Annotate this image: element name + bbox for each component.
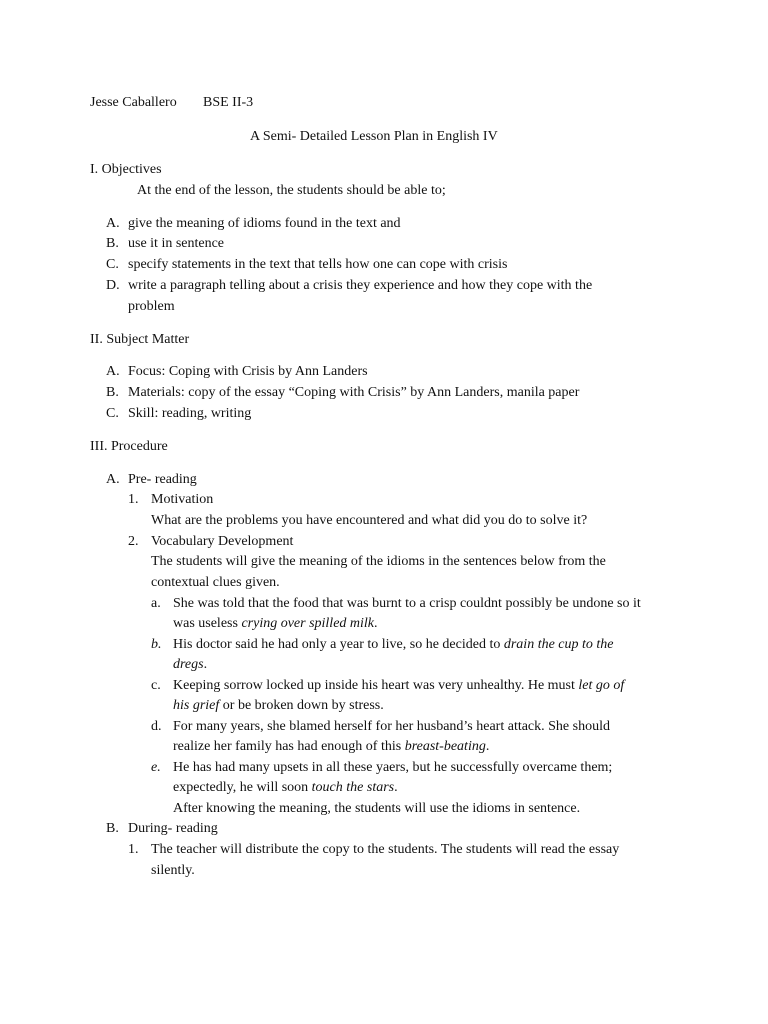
list-marker: B.	[106, 385, 119, 400]
list-marker: d.	[151, 719, 162, 734]
sentence-text: His doctor said he had only a year to live, so he decided to	[173, 637, 504, 652]
list-item-continuation: problem	[128, 299, 175, 314]
sentence-text	[173, 636, 614, 654]
list-marker: B.	[106, 236, 119, 251]
sentence-text: .	[485, 739, 490, 754]
list-marker: B.	[106, 821, 119, 836]
subject-matter-heading: II. Subject Matter	[90, 332, 190, 347]
during-reading-label: During- reading	[128, 821, 218, 836]
motivation-label: Motivation	[151, 492, 214, 507]
sentence-text: She was told that the food that was burnt to a crisp couldnt possibly be undone so it	[173, 596, 641, 611]
pre-reading-label: Pre- reading	[128, 472, 197, 487]
list-marker: 1.	[128, 842, 139, 857]
class-section: BSE II-3	[203, 95, 254, 110]
list-item: give the meaning of idioms found in the text and	[128, 216, 401, 231]
sentence-text	[173, 615, 378, 633]
list-marker: A.	[106, 472, 120, 487]
idiom-text: crying over spilled milk	[241, 616, 375, 631]
sentence-text: He has had many upsets in all these yaers, but he successfully overcame them;	[173, 760, 613, 775]
sentence-text: .	[374, 616, 378, 631]
sentence-text: Keeping sorrow locked up inside his heart was very unhealthy. He must	[173, 678, 579, 693]
sentence-text	[173, 697, 384, 715]
list-marker: A.	[106, 216, 120, 231]
objectives-intro: At the end of the lesson, the students should be able to;	[137, 183, 446, 198]
objectives-heading: I. Objectives	[90, 162, 162, 177]
document-title: A Semi- Detailed Lesson Plan in English IV	[250, 129, 498, 144]
sentence-text: was useless	[173, 616, 242, 631]
sentence-text: or be broken down by stress.	[219, 698, 384, 713]
list-item: Skill: reading, writing	[128, 406, 252, 421]
idiom-text: let go of	[578, 678, 625, 693]
idiom-text: drain the cup to the	[503, 637, 614, 652]
motivation-text: What are the problems you have encountered and what did you do to solve it?	[151, 513, 588, 528]
list-item: Focus: Coping with Crisis by Ann Landers	[128, 364, 368, 379]
idiom-text: breast-beating	[404, 739, 486, 754]
list-marker: C.	[106, 257, 119, 272]
sentence-text	[173, 677, 624, 695]
list-marker: a.	[151, 596, 161, 611]
during-reading-text: silently.	[151, 863, 195, 878]
vocabulary-text: The students will give the meaning of the idioms in the sentences below from the	[151, 554, 606, 569]
list-marker: 1.	[128, 492, 139, 507]
vocabulary-text: contextual clues given.	[151, 575, 280, 590]
list-marker: D.	[106, 278, 120, 293]
list-marker: 2.	[128, 534, 139, 549]
sentence-text	[173, 738, 489, 756]
list-item: write a paragraph telling about a crisis they experience and how they cope with the	[128, 278, 593, 293]
sentence-text: For many years, she blamed herself for her husband’s heart attack. She should	[173, 719, 610, 734]
vocabulary-followup: After knowing the meaning, the students will use the idioms in sentence.	[173, 801, 581, 816]
list-marker: C.	[106, 406, 119, 421]
sentence-text: expectedly, he will soon	[173, 780, 312, 795]
sentence-text	[173, 779, 398, 797]
sentence-text: .	[394, 780, 398, 795]
sentence-text: .	[203, 657, 208, 672]
sentence-text: realize her family has had enough of this	[173, 739, 405, 754]
list-marker: c.	[151, 678, 161, 693]
procedure-heading: III. Procedure	[90, 439, 168, 454]
idiom-text: touch the stars	[311, 780, 395, 795]
vocabulary-label: Vocabulary Development	[151, 534, 294, 549]
during-reading-text: The teacher will distribute the copy to the students. The students will read the essay	[151, 842, 620, 857]
list-marker: e.	[151, 760, 161, 775]
sentence-text	[173, 656, 207, 674]
idiom-text: dregs	[173, 657, 204, 672]
idiom-text: his grief	[173, 698, 220, 713]
list-item: specify statements in the text that tells how one can cope with crisis	[128, 257, 508, 272]
list-marker: b.	[151, 637, 162, 652]
list-marker: A.	[106, 364, 120, 379]
list-item: Materials: copy of the essay “Coping with Crisis” by Ann Landers, manila paper	[128, 385, 580, 400]
list-item: use it in sentence	[128, 236, 225, 251]
author-name: Jesse Caballero	[90, 95, 177, 110]
